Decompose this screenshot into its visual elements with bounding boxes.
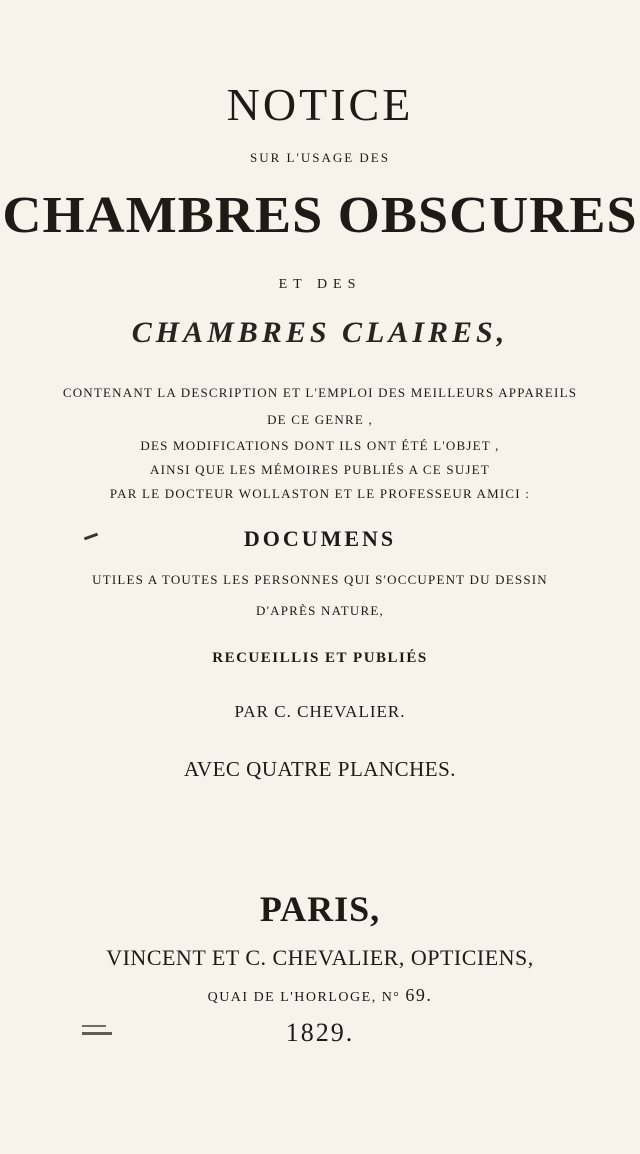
title-chambres-claires: CHAMBRES CLAIRES,: [131, 316, 509, 349]
description-line-1: CONTENANT LA DESCRIPTION ET L'EMPLOI DES MEILLEURS APPAREILS: [62, 385, 578, 400]
description-line-5: PAR LE DOCTEUR WOLLASTON ET LE PROFESSEUR AMICI :: [109, 486, 531, 501]
imprint-city: PARIS,: [259, 889, 381, 929]
imprint-address: [0, 985, 640, 1006]
title-notice: NOTICE: [226, 79, 414, 130]
subtitle-et-des: ET DES: [278, 277, 362, 292]
recueillis-line: RECUEILLIS ET PUBLIÉS: [212, 650, 428, 666]
imprint-address-number: 69.: [405, 985, 433, 1005]
author-line: PAR C. CHEVALIER.: [234, 702, 406, 721]
imprint-publisher: VINCENT ET C. CHEVALIER, OPTICIENS,: [106, 945, 534, 970]
description-line-4: AINSI QUE LES MÉMOIRES PUBLIÉS A CE SUJET: [150, 462, 490, 477]
description-line-2: DE CE GENRE ,: [267, 412, 373, 427]
title-chambres-obscures: CHAMBRES OBSCURES: [2, 187, 638, 244]
imprint-address-prefix: QUAI DE L'HORLOGE, N°: [207, 990, 401, 1005]
stamp-remnant-2: [82, 1032, 112, 1035]
utiles-line-1: UTILES A TOUTES LES PERSONNES QUI S'OCCUPENT DU DESSIN: [92, 572, 548, 587]
utiles-line-2: D'APRÈS NATURE,: [256, 603, 384, 618]
description-line-3: DES MODIFICATIONS DONT ILS ONT ÉTÉ L'OBJET ,: [140, 438, 500, 453]
imprint-year: 1829.: [285, 1018, 355, 1047]
subtitle-sur-usage: SUR L'USAGE DES: [250, 150, 390, 165]
plates-line: AVEC QUATRE PLANCHES.: [183, 757, 457, 781]
heading-documens: DOCUMENS: [243, 526, 397, 551]
stamp-remnant: [82, 1025, 106, 1027]
